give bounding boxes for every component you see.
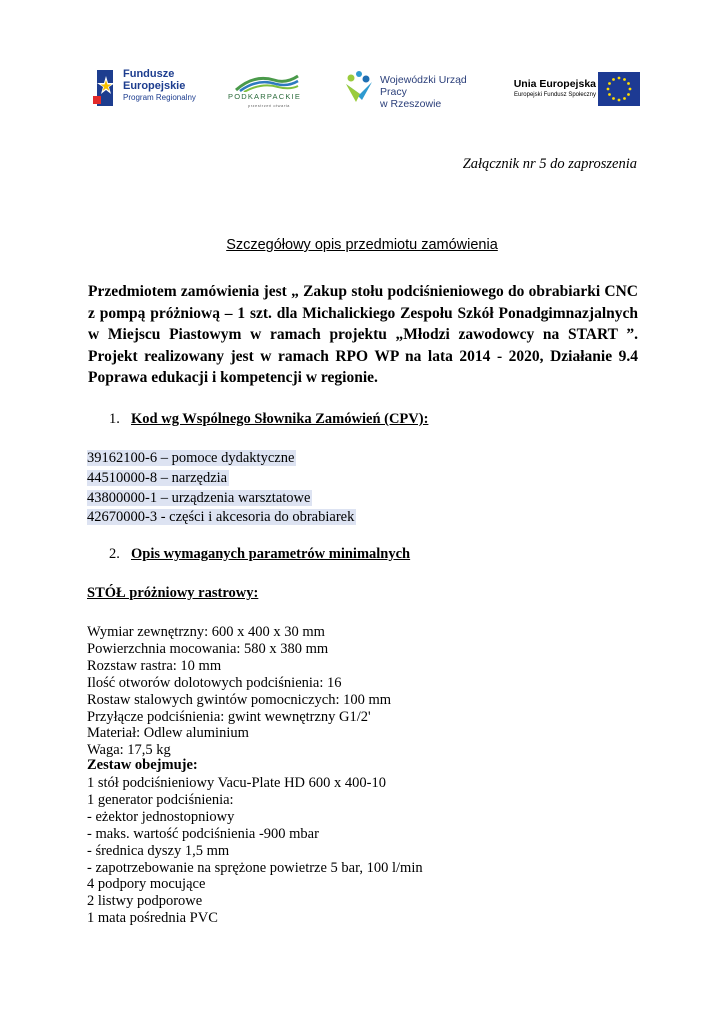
spec-item: Wymiar zewnętrzny: 600 x 400 x 30 mm <box>87 624 325 640</box>
cpv-code: 44510000-8 – narzędzia <box>87 469 228 486</box>
spec-item: Waga: 17,5 kg <box>87 742 171 759</box>
include-item: - zapotrzebowanie na sprężone powietrze 5 bar, 100 l/min <box>87 859 423 876</box>
eu-flag-icon <box>598 72 640 106</box>
includes-list <box>87 775 423 927</box>
fe-line3: Program Regionalny <box>123 93 196 102</box>
fundusze-europejskie-logo <box>93 64 203 116</box>
table-subheading: STÓŁ próżniowy rastrowy: <box>87 585 259 601</box>
fe-line2: Europejskie <box>123 80 186 92</box>
spec-item: Powierzchnia mocowania: 580 x 380 mm <box>87 640 329 657</box>
podkarpackie-tagline: przestrzeń otwarta <box>248 103 290 108</box>
fe-star-icon <box>93 66 119 110</box>
spec-item: Materiał: Odlew aluminium <box>87 725 249 742</box>
intro-paragraph: Przedmiotem zamówienia jest „ Zakup stołu podciśnieniowego do obrabiarki CNC z pompą próżniową – 1 szt. dla Michalickiego Zespołu Szkół Ponadgimnazjalnych w Miejscu Piastowym w ramach projektu „Młodzi zawodowcy na START ”. Projekt realizowany jest w ramach RPO WP na lata 2014 - 2020, Działanie 9.4 Poprawa edukacji i kompetencji w regionie. <box>88 283 638 386</box>
section-1-heading <box>109 411 428 428</box>
attachment-label: Załącznik nr 5 do zaproszenia <box>462 156 637 172</box>
section-1-label: Kod wg Wspólnego Słownika Zamówień (CPV): <box>131 411 429 427</box>
fe-line1: Fundusze <box>123 68 175 80</box>
include-item: 2 listwy podporowe <box>87 893 203 910</box>
wup-line2: w Rzeszowie <box>380 98 442 110</box>
spec-item: Rostaw stalowych gwintów pomocniczych: 100 mm <box>87 691 392 708</box>
section-2-heading <box>109 546 410 563</box>
cpv-list <box>87 449 356 528</box>
includes-heading: Zestaw obejmuje: <box>87 757 198 773</box>
mountains-icon <box>234 70 300 92</box>
spec-item: Rozstaw rastra: 10 mm <box>87 657 222 674</box>
podkarpackie-logo <box>226 64 308 116</box>
include-item: 1 stół podciśnieniowy Vacu-Plate HD 600 x 400-10 <box>87 775 386 791</box>
section-2-number: 2. <box>109 546 120 562</box>
include-item: 1 generator podciśnienia: <box>87 791 234 808</box>
cpv-code: 42670000-3 - części i akcesoria do obrabiarek <box>87 509 355 526</box>
include-item: 1 mata pośrednia PVC <box>87 910 218 927</box>
ue-line1: Unia Europejska <box>513 78 596 90</box>
cpv-code: 43800000-1 – urządzenia warsztatowe <box>87 489 311 506</box>
section-1-number: 1. <box>109 411 120 427</box>
header-logos <box>0 64 724 116</box>
include-item: 4 podpory mocujące <box>87 876 206 893</box>
document-title: Szczegółowy opis przedmiotu zamówienia <box>226 237 498 253</box>
wup-line1: Wojewódzki Urząd Pracy <box>380 74 467 98</box>
section-2-label: Opis wymaganych parametrów minimalnych <box>131 546 411 562</box>
spec-item: Ilość otworów dolotowych podciśnienia: 16 <box>87 674 342 691</box>
wup-logo <box>342 64 492 116</box>
include-item: - średnica dyszy 1,5 mm <box>87 842 230 859</box>
unia-europejska-logo <box>508 64 640 116</box>
spec-item: Przyłącze podciśnienia: gwint wewnętrzny G1/2' <box>87 708 371 725</box>
wup-bird-icon <box>342 70 376 104</box>
include-item: - eżektor jednostopniowy <box>87 808 235 825</box>
podkarpackie-name: PODKARPACKIE <box>228 92 302 101</box>
ue-line2: Europejski Fundusz Społeczny <box>513 92 596 98</box>
cpv-code: 39162100-6 – pomoce dydaktyczne <box>87 450 295 466</box>
spec-list <box>87 624 391 759</box>
include-item: - maks. wartość podciśnienia -900 mbar <box>87 825 319 842</box>
